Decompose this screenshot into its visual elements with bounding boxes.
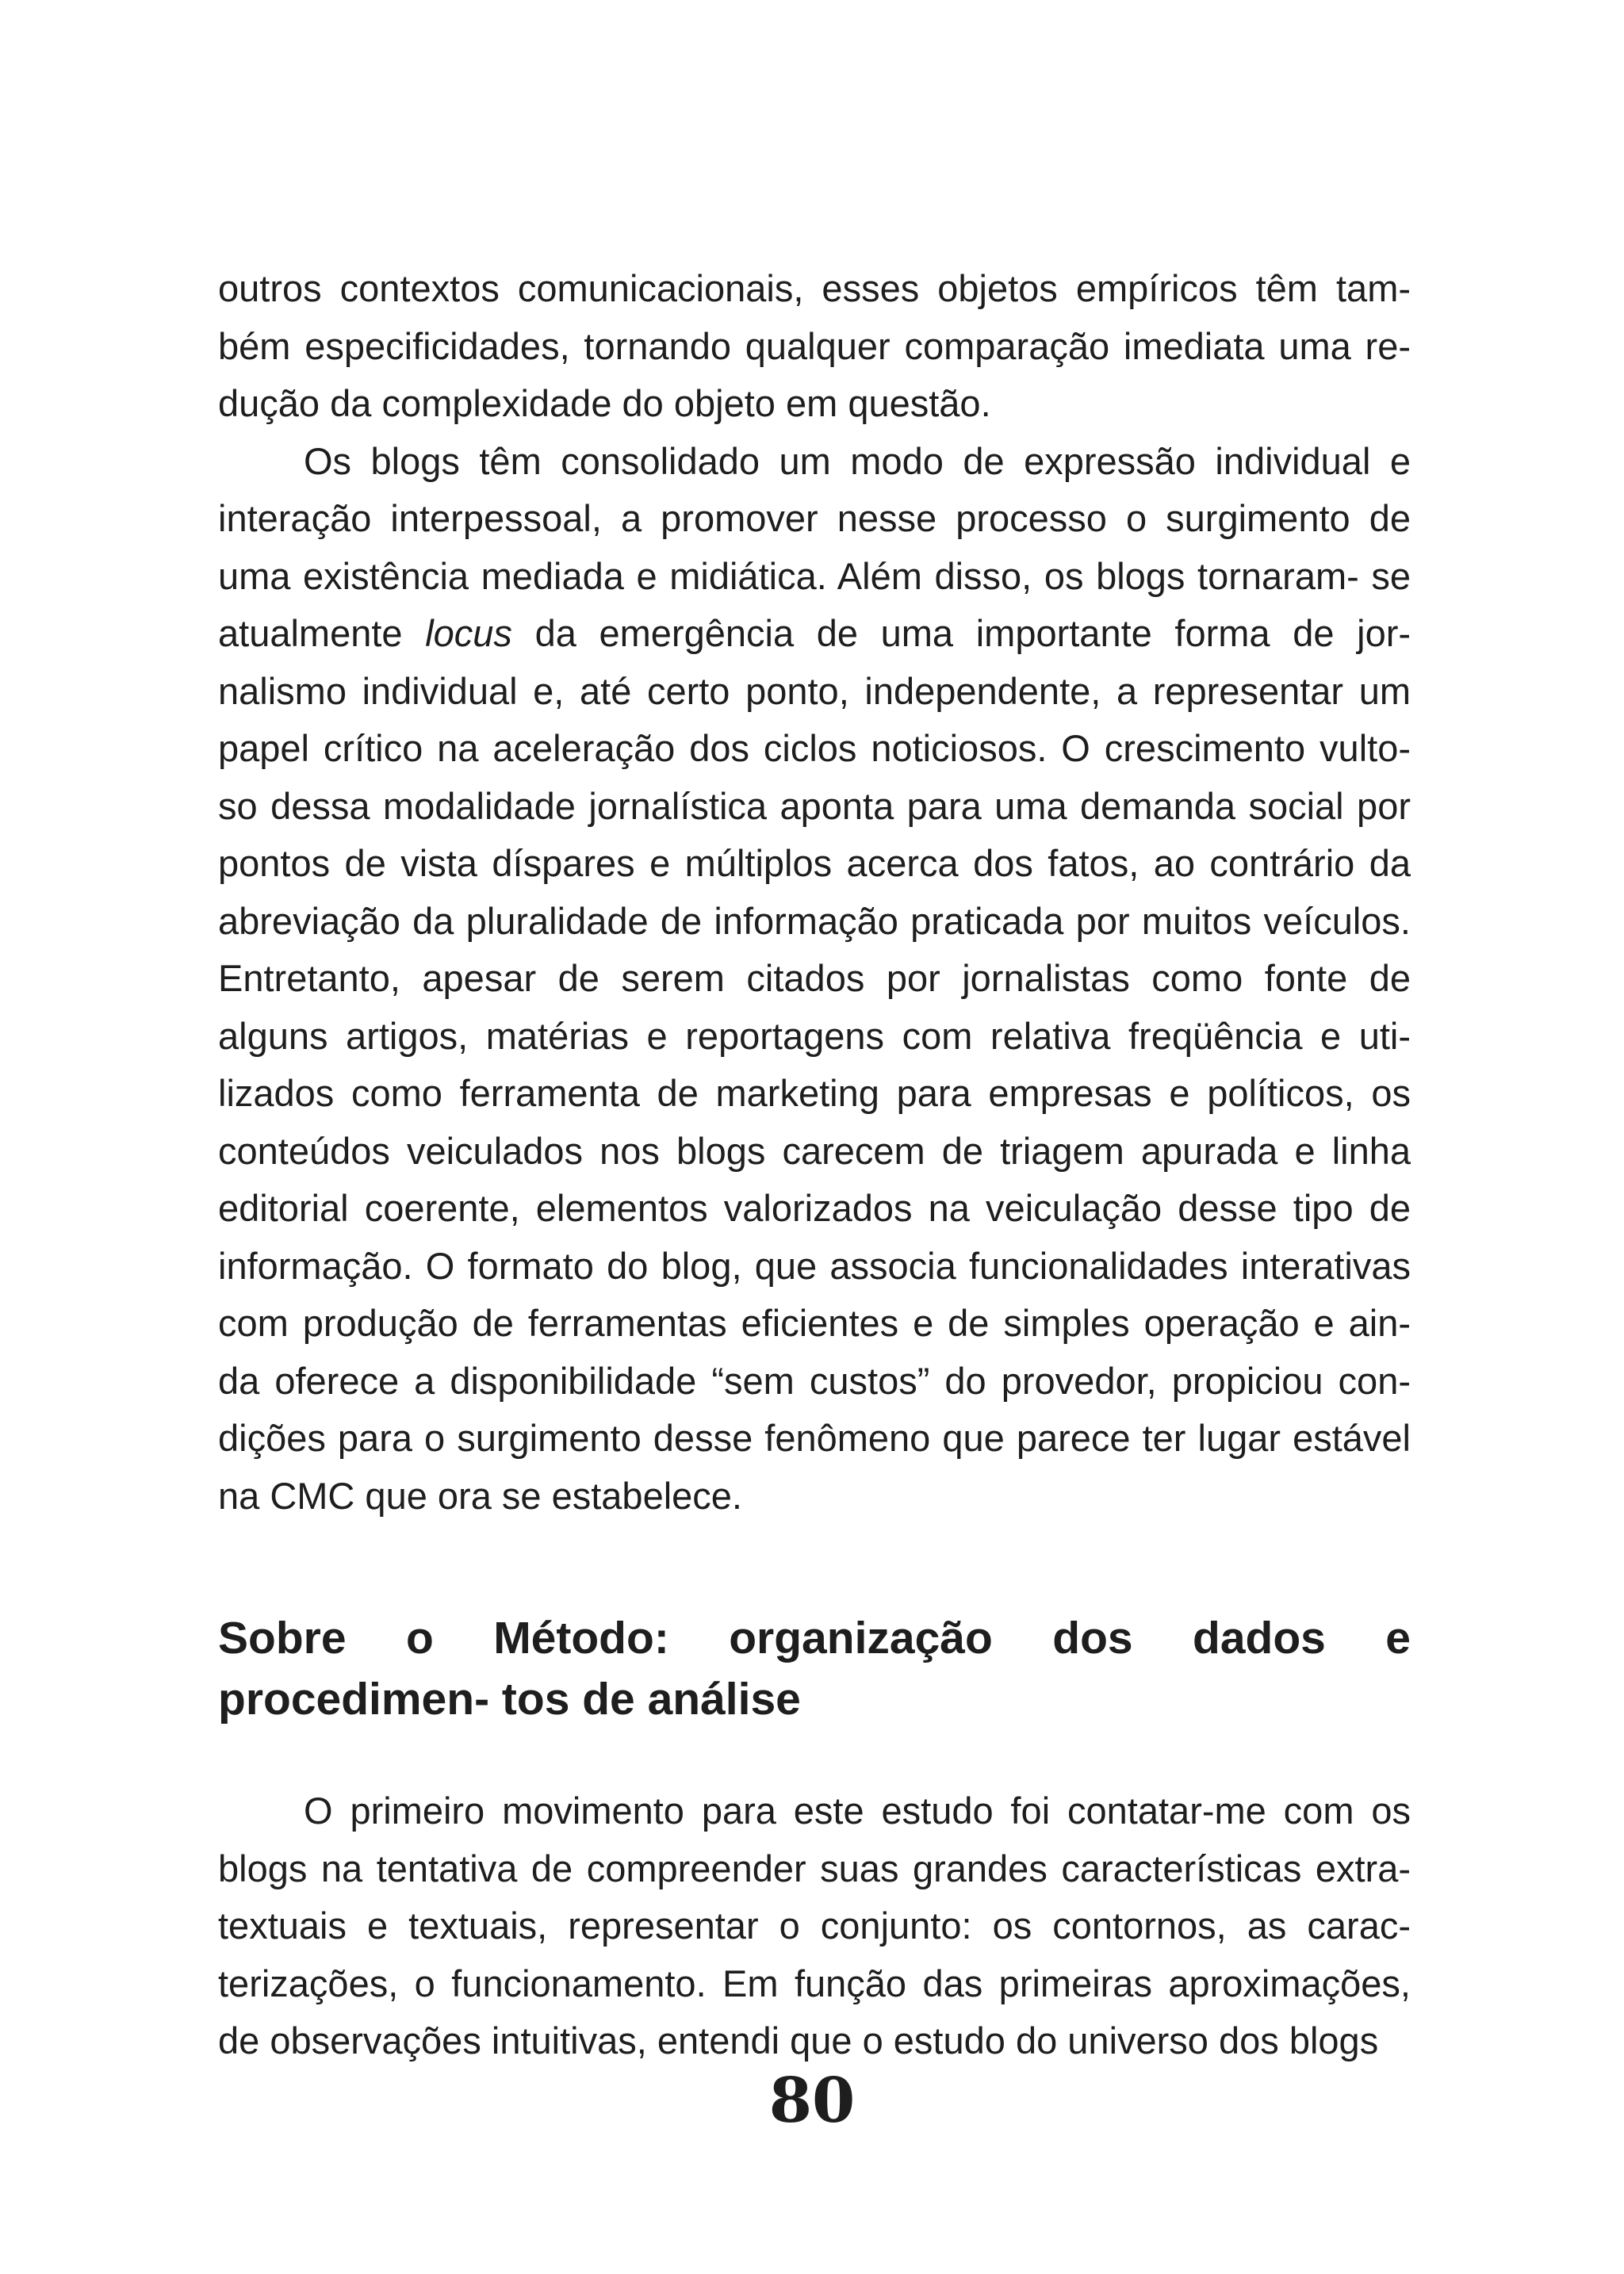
paragraph-continuation xyxy=(218,260,1411,433)
text-line: pontos de vista díspares e múltiplos acerca dos fatos, ao contrário da xyxy=(218,842,1411,884)
text-line: Os blogs têm consolidado um modo de expressão individual e xyxy=(304,439,1411,482)
text-line: interação interpessoal, a promover nesse processo o surgimento de xyxy=(218,497,1411,539)
text-line: conteúdos veiculados nos blogs carecem de triagem apurada e linha xyxy=(218,1129,1411,1172)
text-line: informação. O formato do blog, que associa funcionalidades interativas xyxy=(218,1244,1411,1287)
text-line: dições para o surgimento desse fenômeno que parece ter lugar estável xyxy=(218,1417,1411,1459)
text-line: Entretanto, apesar de serem citados por jornalistas como fonte de xyxy=(218,957,1411,999)
italic-term-locus: locus xyxy=(425,612,512,654)
text-line: lizados como ferramenta de marketing para empresas e políticos, os xyxy=(218,1072,1411,1114)
text-line: alguns artigos, matérias e reportagens com relativa freqüência e uti- xyxy=(218,1014,1411,1057)
paragraph-method: O primeiro movimento para este estudo foi contatar-me com os blogs na tentativa de compreender suas grandes características extra- textuais e textuais, representar o conjunto: os contornos, as carac- terizações, o funcionamento. Em função das primeiras aproximações, de observações intuitivas, entendi que o estudo do universo dos blogs xyxy=(218,1790,1411,2062)
text-line: uma existência mediada e midiática. Além disso, os blogs tornaram- xyxy=(218,554,1359,597)
section-heading: Sobre o Método: organização dos dados e procedimen- tos de análise xyxy=(218,1613,1411,1725)
text-line: bém especificidades, tornando qualquer comparação imediata uma re- xyxy=(218,324,1411,367)
body-text-top xyxy=(218,260,1411,1525)
text-line-before-italic: se atualmente xyxy=(218,554,1411,654)
text-line: outros contextos comunicacionais, esses objetos empíricos têm tam- xyxy=(218,267,1411,309)
text-line: na CMC que ora se estabelece. xyxy=(218,1474,742,1517)
text-line: nalismo individual e, até certo ponto, independente, a representar um xyxy=(218,669,1411,712)
text-line: dução da complexidade do objeto em questão. xyxy=(218,382,991,424)
text-line: da oferece a disponibilidade “sem custos” do provedor, propiciou con- xyxy=(218,1359,1411,1402)
body-text-bottom xyxy=(218,1782,1411,2070)
text-line: papel crítico na aceleração dos ciclos noticiosos. O crescimento vulto- xyxy=(218,727,1411,769)
text-line: editorial coerente, elementos valorizados na veiculação desse tipo de xyxy=(218,1187,1411,1229)
text-line-after-italic: da emergência de uma importante forma de jor- xyxy=(511,612,1411,654)
text-line: abreviação da pluralidade de informação praticada por muitos veículos. xyxy=(218,899,1411,942)
paragraph-blogs xyxy=(218,433,1411,1526)
page-number: 80 xyxy=(768,2065,856,2137)
text-line: com produção de ferramentas eficientes e de simples operação e ain- xyxy=(218,1302,1411,1344)
text-line: so dessa modalidade jornalística aponta para uma demanda social por xyxy=(218,784,1411,827)
